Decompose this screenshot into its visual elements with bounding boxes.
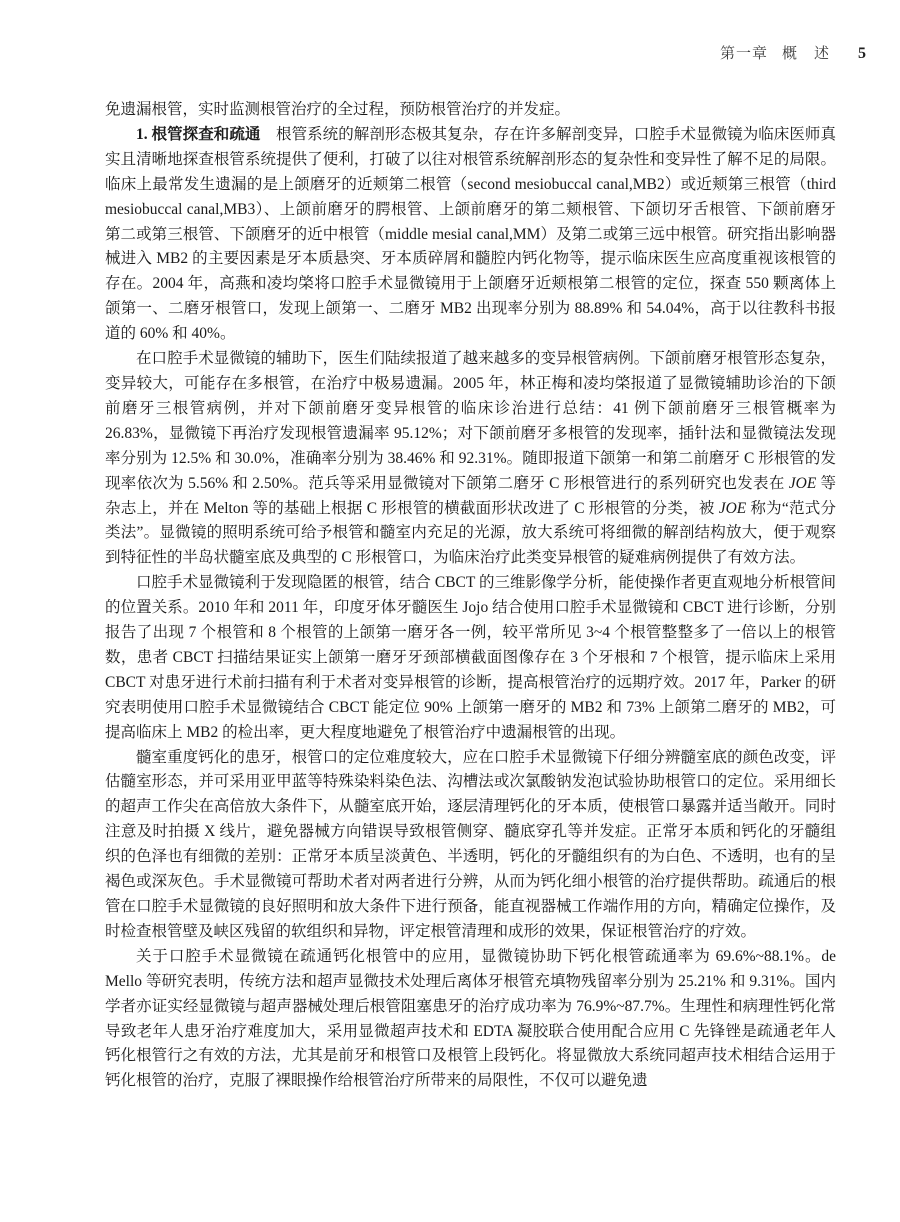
chapter-label: 第一章: [719, 46, 768, 62]
text-run: 关于口腔手术显微镜在疏通钙化根管中的应用，显微镜协助下钙化根管疏通率为 69.6%~88.1%。de Mello 等研究表明，传统方法和超声显微技术处理后离体牙根管充填物残留率分别为 25.21% 和 9.31%。国内学者亦证实经显微镜与超声器械处理后根管阻塞患牙的治疗成功率为 76.9%~87.7%。生理性和病理性钙化常导致老年人患牙治疗难度加大，采用显微超声技术和 EDTA 凝胶联合使用配合应用 C 先锋锉是疏通老年人钙化根管行之有效的方法，尤其是前牙和根管口及根管上段钙化。将显微放大系统同超声技术相结合运用于钙化根管的治疗，克服了裸眼操作给根管治疗所带来的局限性，不仅可以避免遗: [105, 947, 836, 1090]
bold-run: 1. 根管探查和疏通: [136, 125, 261, 143]
paragraph: [105, 98, 836, 123]
text-run: 口腔手术显微镜利于发现隐匿的根管，结合 CBCT 的三维影像学分析，能使操作者更直观地分析根管间的位置关系。2010 年和 2011 年，印度牙体牙髓医生 Jojo 结合使用口腔手术显微镜和 CBCT 进行诊断，分别报告了出现 7 个根管和 8 个根管的上颌第一磨牙各一例，较平常所见 3~4 个根管整整多了一倍以上的根管数，患者 CBCT 扫描结果证实上颌第一磨牙牙颈部横截面图像存在 3 个牙根和 7 个根管，提示临床上采用 CBCT 对患牙进行术前扫描有利于术者对变异根管的诊断，提高根管治疗的远期疗效。2017 年，Parker 的研究表明使用口腔手术显微镜结合 CBCT 能定位 90% 上颌第一磨牙的 MB2 和 73% 上颌第二磨牙的 MB2，可提高临床上 MB2 的检出率，更大程度地避免了根管治疗中遗漏根管的出现。: [105, 574, 836, 741]
running-head: [0, 42, 866, 63]
text-run: 称为“范式分类法”。显微镜的照明系统可给予根管和髓室内充足的光源，放大系统可将细微的解剖结构放大，便于观察到特征性的半岛状髓室底及典型的 C 形根管口，为临床治疗此类变异根管的疑难病例提供了有效方法。: [105, 499, 836, 567]
text-run: 免遗漏根管，实时监测根管治疗的全过程，预防根管治疗的并发症。: [105, 101, 571, 118]
text-run: 髓室重度钙化的患牙，根管口的定位难度较大，应在口腔手术显微镜下仔细分辨髓室底的颜色改变，评估髓室形态，并可采用亚甲蓝等特殊染料染色法、沟槽法或次氯酸钠发泡试验协助根管口的定位。采用细长的超声工作尖在高倍放大条件下，从髓室底开始，逐层清理钙化的牙本质，使根管口暴露并适当敞开。同时注意及时拍摄 X 线片，避免器械方向错误导致根管侧穿、髓底穿孔等并发症。正常牙本质和钙化的牙髓组织的色泽也有细微的差别：正常牙本质呈淡黄色、半透明，钙化的牙髓组织有的为白色、不透明，也有的呈褐色或深灰色。手术显微镜可帮助术者对两者进行分辨，从而为钙化细小根管的治疗提供帮助。疏通后的根管在口腔手术显微镜的良好照明和放大条件下进行预备，能直视器械工作端作用的方向，精确定位操作，及时检查根管壁及峡区残留的软组织和异物，评定根管清理和成形的效果，保证根管治疗的疗效。: [105, 748, 836, 940]
text-run: 等杂志上，并在 Melton 等的基础上根据 C 形根管的横截面形状改进了 C 形根管的分类，被: [105, 474, 836, 517]
paragraph: [105, 571, 836, 745]
page-body: [105, 98, 836, 1094]
paragraph: [105, 746, 836, 945]
page-number: 5: [858, 45, 866, 62]
text-run: 在口腔手术显微镜的辅助下，医生们陆续报道了越来越多的变异根管病例。下颌前磨牙根管形态复杂，变异较大，可能存在多根管，在治疗中极易遗漏。2005 年，林正梅和凌均棨报道了显微镜辅助诊治的下颌前磨牙三根管病例，并对下颌前磨牙变异根管的临床诊治进行总结：41 例下颌前磨牙三根管概率为 26.83%，显微镜下再治疗发现根管遗漏率 95.12%；对下颌前磨牙多根管的发现率，插针法和显微镜法发现率分别为 12.5% 和 30.0%，准确率分别为 38.46% 和 92.31%。随即报道下颌第一和第二前磨牙 C 形根管的发现率依次为 5.56% 和 2.50%。范兵等采用显微镜对下颌第二磨牙 C 形根管进行的系列研究也发表在: [105, 350, 836, 492]
italic-run: JOE: [718, 499, 747, 517]
text-run: 根管系统的解剖形态极其复杂，存在许多解剖变异，口腔手术显微镜为临床医师真实且清晰地探查根管系统提供了便利，打破了以往对根管系统解剖形态的复杂性和变异性了解不足的局限。临床上最常发生遗漏的是上颌磨牙的近颊第二根管（second mesiobuccal canal,MB2）或近颊第三根管（third mesiobuccal canal,MB3）、上颌前磨牙的腭根管、上颌前磨牙的第二颊根管、下颌切牙舌根管、下颌前磨牙第二或第三根管、下颌磨牙的近中根管（middle mesial canal,MM）及第二或第三远中根管。研究指出影响器械进入 MB2 的主要因素是牙本质悬突、牙本质碎屑和髓腔内钙化物等，提示临床医生应高度重视该根管的存在。2004 年，高燕和凌均棨将口腔手术显微镜用于上颌磨牙近颊根第二根管的定位，探查 550 颗离体上颌第一、二磨牙根管口，发现上颌第一、二磨牙 MB2 出现率分别为 88.89% 和 54.04%，高于以往教科书报道的 60% 和 40%。: [105, 125, 836, 343]
paragraph: [105, 945, 836, 1094]
chapter-title: 概 述: [781, 46, 830, 62]
paragraph: [105, 347, 836, 571]
paragraph: [105, 123, 836, 347]
italic-run: JOE: [788, 474, 817, 492]
